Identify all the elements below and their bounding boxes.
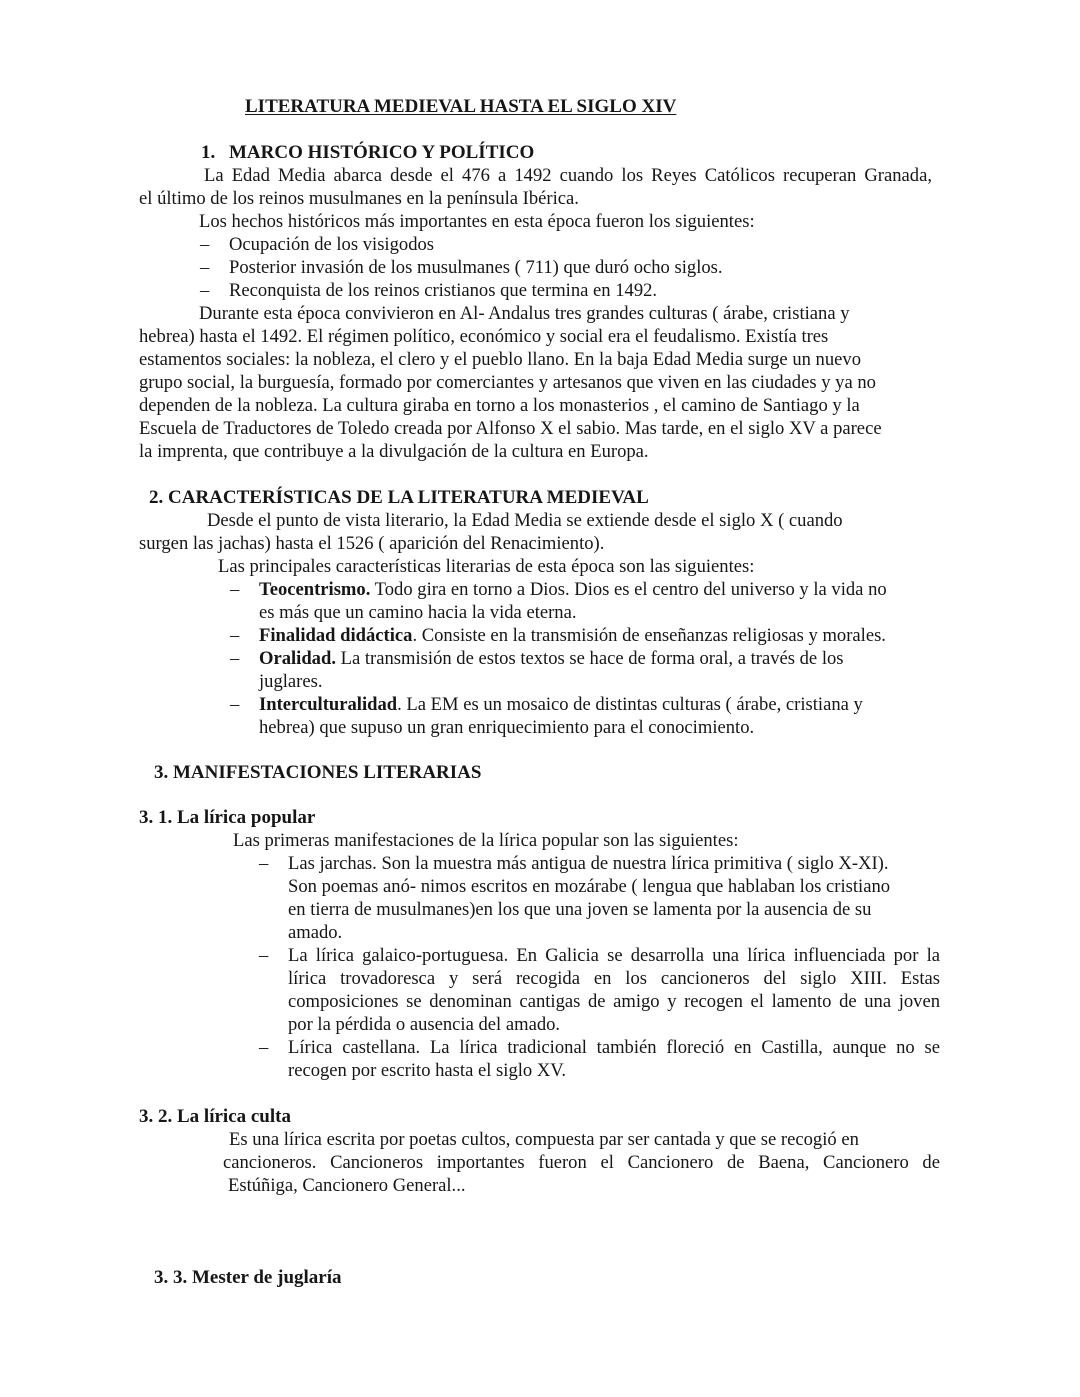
subsection-3-1-heading: 3. 1. La lírica popular <box>139 807 316 828</box>
s2-paragraph-1-line: Desde el punto de vista literario, la Edad Media se extiende desde el siglo X ( cuando <box>207 510 843 531</box>
bullet-dash: – <box>259 945 269 966</box>
s2-item-term: Teocentrismo. <box>259 579 371 600</box>
s1-bullet: Ocupación de los visigodos <box>229 234 435 255</box>
s2-item-line: Teocentrismo. Todo gira en torno a Dios. Dios es el centro del universo y la vida no <box>259 579 887 600</box>
s3-1-intro: Las primeras manifestaciones de la lírica popular son las siguientes: <box>233 830 739 851</box>
s2-item-line: Interculturalidad. La EM es un mosaico de distintas culturas ( árabe, cristiana y <box>259 694 863 715</box>
page-title: LITERATURA MEDIEVAL HASTA EL SIGLO XIV <box>245 96 677 117</box>
bullet-dash: – <box>200 257 210 278</box>
s2-item-line: es más que un camino hacia la vida eterna. <box>259 602 577 623</box>
s3-1-bullet-line: en tierra de musulmanes)en los que una joven se lamenta por la ausencia de su <box>288 899 872 920</box>
s3-1-bullet-line: por la pérdida o ausencia del amado. <box>288 1014 561 1035</box>
s1-paragraph-3-line: hebrea) hasta el 1492. El régimen político, económico y social era el feudalismo. Existía tres <box>139 326 829 347</box>
s3-2-line: Estúñiga, Cancionero General... <box>228 1175 466 1196</box>
s2-item-line: hebrea) que supuso un gran enriquecimiento para el conocimiento. <box>259 717 755 738</box>
s3-1-bullet-line: La lírica galaico-portuguesa. En Galicia se desarrolla una lírica influenciada por la <box>288 945 940 966</box>
subsection-3-3-heading: 3. 3. Mester de juglaría <box>154 1267 342 1288</box>
subsection-3-2-heading: 3. 2. La lírica culta <box>139 1106 291 1127</box>
s2-paragraph-2: Las principales características literarias de esta época son las siguientes: <box>218 556 755 577</box>
s1-paragraph-1-line: La Edad Media abarca desde el 476 a 1492 cuando los Reyes Católicos recuperan Granada, <box>204 165 932 186</box>
s2-paragraph-1-line: surgen las jachas) hasta el 1526 ( aparición del Renacimiento). <box>139 533 605 554</box>
bullet-dash: – <box>230 694 240 715</box>
s2-item-line: juglares. <box>259 671 323 692</box>
s3-1-bullet-line: Lírica castellana. La lírica tradicional también floreció en Castilla, aunque no se <box>288 1037 940 1058</box>
bullet-dash: – <box>200 234 210 255</box>
s3-1-bullet-line: lírica trovadoresca y será recogida en los cancioneros del siglo XIII. Estas <box>288 968 940 989</box>
s1-paragraph-3-line: grupo social, la burguesía, formado por comerciantes y artesanos que viven en las ciudades y ya no <box>139 372 876 393</box>
s1-bullet: Reconquista de los reinos cristianos que termina en 1492. <box>229 280 658 301</box>
bullet-dash: – <box>230 625 240 646</box>
s3-1-bullet-line: composiciones se denominan cantigas de amigo y recogen el lamento de una joven <box>288 991 940 1012</box>
s2-item-term: Finalidad didáctica <box>259 625 413 646</box>
s3-1-bullet-line: amado. <box>288 922 343 943</box>
bullet-dash: – <box>230 579 240 600</box>
s1-paragraph-3-line: la imprenta, que contribuye a la divulgación de la cultura en Europa. <box>139 441 649 462</box>
s1-bullet: Posterior invasión de los musulmanes ( 711) que duró ocho siglos. <box>229 257 723 278</box>
section-2-heading: 2. CARACTERÍSTICAS DE LA LITERATURA MEDIEVAL <box>149 487 649 508</box>
bullet-dash: – <box>259 853 269 874</box>
s1-paragraph-3-line: estamentos sociales: la nobleza, el clero y el pueblo llano. En la baja Edad Media surge un nuevo <box>139 349 861 370</box>
section-1-heading: MARCO HISTÓRICO Y POLÍTICO <box>229 142 535 163</box>
s1-paragraph-3-line: dependen de la nobleza. La cultura giraba en torno a los monasterios , el camino de Santiago y la <box>139 395 860 416</box>
section-1-number: 1. <box>201 142 216 163</box>
s3-1-bullet-line: Son poemas anó- nimos escritos en mozárabe ( lengua que hablaban los cristiano <box>288 876 891 897</box>
s1-paragraph-3-line: Durante esta época convivieron en Al- Andalus tres grandes culturas ( árabe, cristiana y <box>199 303 850 324</box>
section-3-heading: 3. MANIFESTACIONES LITERARIAS <box>154 762 482 783</box>
s2-item-term: Interculturalidad <box>259 694 398 715</box>
s3-1-bullet-line: Las jarchas. Son la muestra más antigua de nuestra lírica primitiva ( siglo X-XI). <box>288 853 889 874</box>
s2-item-term: Oralidad. <box>259 648 336 669</box>
s1-paragraph-3-line: Escuela de Traductores de Toledo creada por Alfonso X el sabio. Mas tarde, en el siglo XV a parece <box>139 418 882 439</box>
s1-paragraph-2: Los hechos históricos más importantes en esta época fueron los siguientes: <box>199 211 755 232</box>
s2-item-line: Oralidad. La transmisión de estos textos se hace de forma oral, a través de los <box>259 648 844 669</box>
s3-2-line: cancioneros. Cancioneros importantes fueron el Cancionero de Baena, Cancionero de <box>223 1152 940 1173</box>
s3-1-bullet-line: recogen por escrito hasta el siglo XV. <box>288 1060 566 1081</box>
s1-paragraph-1-line: el último de los reinos musulmanes en la península Ibérica. <box>139 188 579 209</box>
s2-item-line: Finalidad didáctica. Consiste en la transmisión de enseñanzas religiosas y morales. <box>259 625 886 646</box>
bullet-dash: – <box>259 1037 269 1058</box>
s3-2-line: Es una lírica escrita por poetas cultos, compuesta par ser cantada y que se recogió en <box>229 1129 859 1150</box>
bullet-dash: – <box>230 648 240 669</box>
bullet-dash: – <box>200 280 210 301</box>
